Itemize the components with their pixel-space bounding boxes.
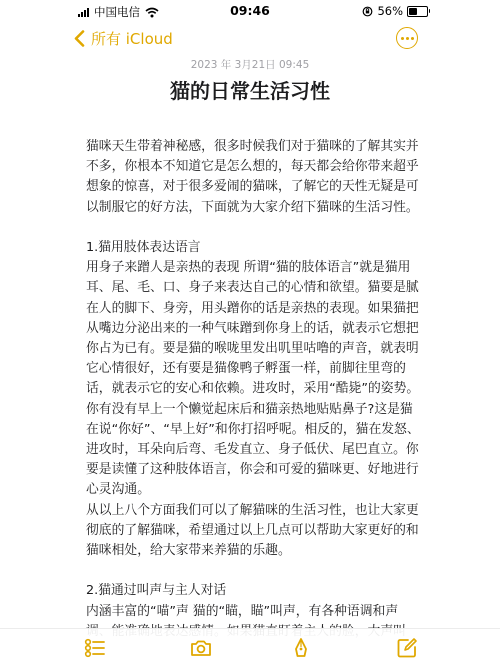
navigation-bar	[0, 22, 500, 58]
battery-icon	[407, 6, 428, 17]
markup-pen-icon[interactable]	[290, 637, 312, 659]
back-button[interactable]	[74, 28, 173, 49]
section-paragraph: 用身子来蹭人是亲热的表现 所谓“猫的肢体语言”就是猫用耳、尾、毛、口、身子来表达自己的心情和欲望。猫要是腻在人的脚下、身旁，用头蹭你的话是亲热的表现。如果猫把从嘴边分泌出来的一种气味蹭到你身上的话，就表示它想把你占为已有。要是猫的喉咙里发出叽里咕噜的声音，就表明它心情很好，还有要是猫像鸭子孵蛋一样，前脚往里弯的话，就表示它的安心和依赖。进攻时，采用“酷毙”的姿势。你有没有早上一个懒觉起床后和猫亲热地贴贴鼻子?这是猫在说“你好”、“早上好”和你打招呼呢。相反的，猫在发怒、进攻时，耳朵向后弯、毛发直立、身子低伏、尾巴直立。你要是读懂了这种肢体语言，你会和可爱的猫咪更、好地进行心灵沟通。	[86, 260, 420, 498]
camera-icon[interactable]	[190, 637, 212, 659]
battery-fill	[409, 8, 417, 15]
section-heading: 2.猫通过叫声与主人对话	[86, 583, 227, 599]
blank-line	[86, 218, 420, 238]
note-body[interactable]	[86, 137, 420, 642]
back-label: 所有 iCloud	[91, 30, 173, 48]
battery-percent: 56%	[377, 4, 403, 18]
section-paragraph: 内涵丰富的“喵”声 猫的“瞄，瞄”叫声，有各种语调和声	[86, 603, 399, 619]
orientation-lock-icon	[362, 6, 373, 17]
blank-line	[86, 561, 420, 581]
status-bar	[0, 0, 500, 22]
compose-icon[interactable]	[396, 637, 418, 659]
section-heading: 1.猫用肢体表达语言	[86, 240, 201, 255]
status-right	[362, 4, 428, 18]
status-time: 09:46	[230, 3, 270, 18]
more-options-icon	[401, 37, 404, 40]
chevron-left-icon	[74, 30, 85, 47]
note-intro: 猫咪天生带着神秘感，很多时候我们对于猫咪的了解其实并不多，你根本不知道它是怎么想的，每天都会给你带来超乎想象的惊喜，对于很多爱闹的猫咪，了解它的天性无疑是可以制服它的好方法，下面就为大家介绍下猫咪的生活习性。	[86, 139, 419, 215]
carrier-label: 中国电信	[94, 5, 140, 19]
more-options-button[interactable]	[396, 27, 418, 49]
bottom-toolbar	[0, 628, 500, 668]
note-title: 猫的日常生活习性	[170, 79, 330, 103]
checklist-icon[interactable]	[84, 637, 106, 659]
note-date: 2023 年 3月21日 09:45	[190, 59, 310, 71]
section-summary: 从以上八个方面我们可以了解猫咪的生活习性，也让大家更彻底的了解猫咪，希望通过以上几点可以帮助大家更好的和猫咪相处，给大家带来养猫的乐趣。	[86, 502, 419, 559]
